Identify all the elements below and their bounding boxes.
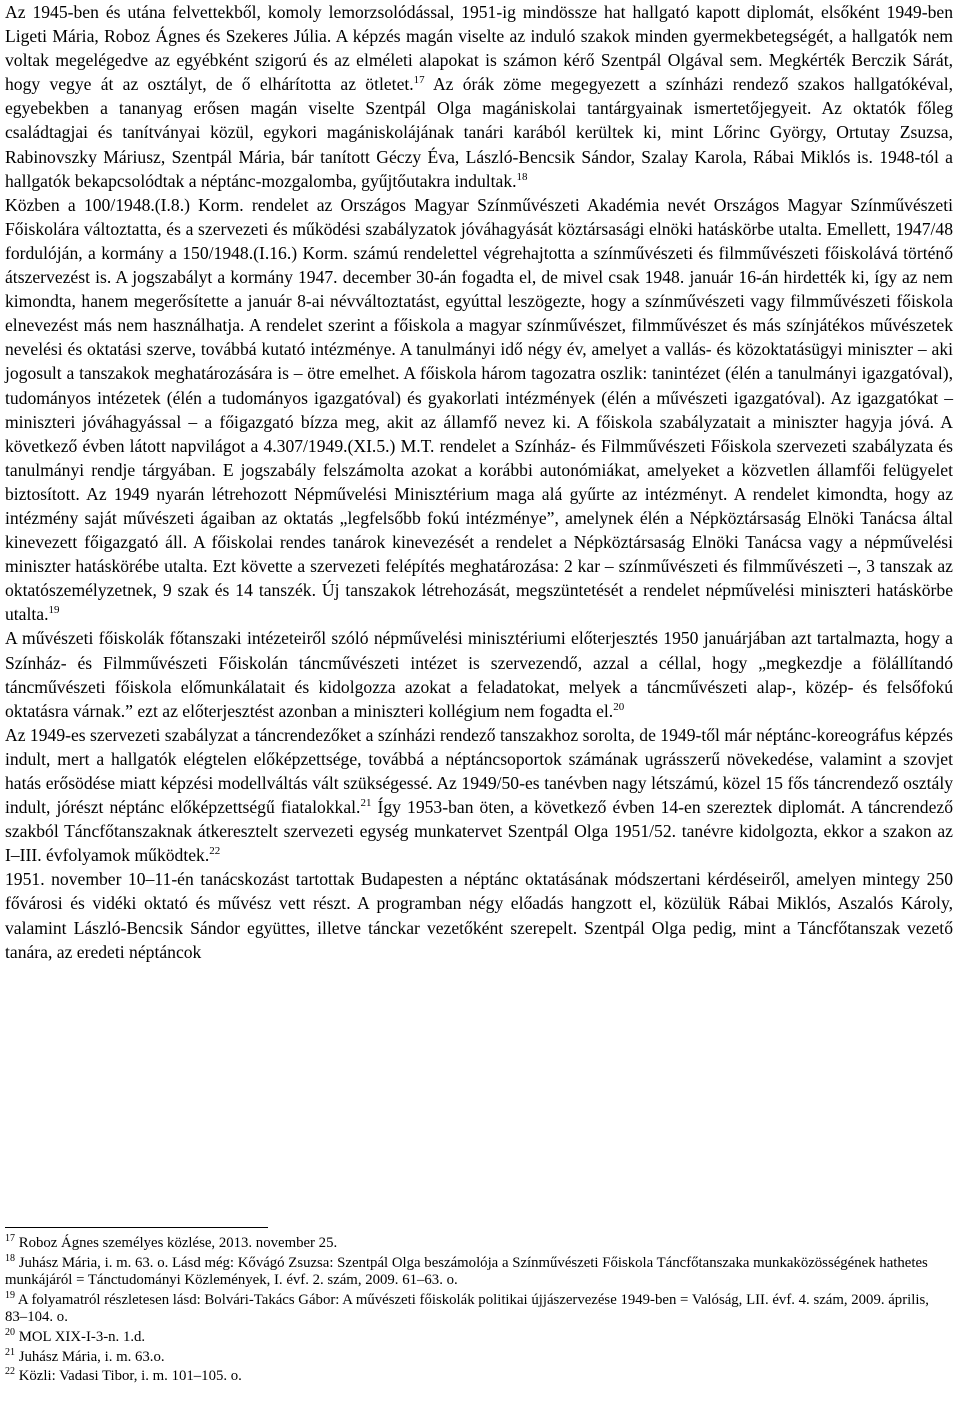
- footnote-18: [5, 1252, 953, 1290]
- footnotes: [5, 1235, 953, 1388]
- footnote-text: Juhász Mária, i. m. 63.o.: [18, 1348, 165, 1365]
- footnote-text: MOL XIX-I-3-n. 1.d.: [18, 1328, 146, 1345]
- footnote-21: [5, 1346, 953, 1367]
- footnote-number: 22: [5, 1366, 15, 1378]
- footnote-ref-21[interactable]: 21: [360, 797, 372, 810]
- footnote-ref-22[interactable]: 22: [209, 845, 221, 858]
- paragraph-text: Az 1945-ben és utána felvettekből, komoly lemorzsolódással, 1951-ig mindössze hat hallgató kapott diplomát, elsőként 1949-ben Ligeti Mária, Roboz Ágnes és Szekeres Júlia. A képzés magán viselte az induló szakok minden gyermekbetegségét, a hallgatók nem voltak megelégedve az egyébként szigorú és az elméleti alapokat is számon kérő Szentpál Olgával sem. Megkérték Berczik Sárát, hogy vegye át az osztályt, de ő elhárította az ötletet.: [5, 2, 953, 95]
- paragraph-2: [5, 193, 953, 627]
- footnote-text: A folyamatról részletesen lásd: Bolvári-Takács Gábor: A művészeti főiskolák politikai újjászervezése 1949-ben = Valóság, LII. évf. 4. szám, 2009. április, 83–104. o.: [5, 1291, 929, 1326]
- main-text: [5, 0, 953, 964]
- footnote-17: [5, 1235, 953, 1253]
- paragraph-text: Így 1953-ban öten, a következő évben 14-en szereztek diplomát. A táncrendező szakból Táncfőtanszaknak átkeresztelt szervezeti egység munkatervet Szentpál Olga 1951/52. tanévre kidolgozta, ekkor a szakon az I–III. évfolyamok működtek.: [5, 797, 953, 866]
- paragraph-text: A művészeti főiskolák főtanszaki intézeteiről szóló népművelési minisztériumi előterjesztés 1950 januárjában azt tartalmazta, hogy a Színház- és Filmművészeti Főiskolán táncművészeti intézet is szervezendő, azzal a céllal, hogy „megkezdje a fölállítandó táncművészeti főiskola előmunkálatait és kidolgozza azokat a feladatokat, melyek a táncművészeti alap-, közép- és felsőfokú oktatásra várnak.” ezt az előterjesztést azonban a miniszteri kollégium nem fogadta el.: [5, 628, 953, 721]
- footnote-22: [5, 1368, 953, 1386]
- paragraph-text: Az 1949-es szervezeti szabályzat a táncrendezőket a színházi rendező tanszakhoz sorolta, de 1949-től már néptánc-koreográfus képzés indult, mert a hallgatók elégtelen előképzettsége, továbbá a néptáncsoportok számának ugrásszerű növekedése, valamint a szovjet hatás erősödése miatt képzési modellváltás vált szükségessé. Az 1949/50-es tanévben nagy létszámú, közel 15 fős táncrendező osztály indult, jórészt néptánc előképzettségű fiatalokkal.: [5, 724, 953, 818]
- footnote-number: 19: [5, 1289, 15, 1301]
- paragraph-text: Az órák zöme megegyezett a színházi rendező szakos hallgatókéval, egyebekben a tananyag erősen magán viselte Szentpál Olga magániskolai tantárgyainak ismertetőjegyeit. Az oktatók főleg családtagjai és tanítványai közül, egykori magániskolájának tanári karából kerültek ki, mint Lőrinc György, Ortutay Zsuzsa, Rabinovszky Máriusz, Szentpál Mária, bár tanított Géczy Éva, László-Bencsik Sándor, Szalay Karola, Rábai Miklós is. 1948-tól a hallgatók bekapcsolódtak a néptánc-mozgalomba, gyűjtőutakra indultak.: [5, 74, 953, 191]
- paragraph-4: [5, 723, 953, 868]
- footnote-separator: [5, 1227, 268, 1228]
- footnote-ref-17[interactable]: 17: [413, 74, 425, 87]
- paragraph-3: [5, 626, 953, 722]
- footnote-19: [5, 1289, 953, 1327]
- paragraph-text: 1951. november 10–11-én tanácskozást tartottak Budapesten a néptánc oktatásának módszertani kérdéseiről, amelyen mintegy 250 fővárosi és vidéki oktató és művész vett részt. A programban négy előadás hangzott el, közülük Rábai Miklós, Aszalós Károly, valamint László-Bencsik Sándor együttes, illetve tánckar vezetőként szerepelt. Szentpál Olga pedig, mint a Táncfőtanszak vezető tanára, az eredeti néptáncok: [5, 869, 953, 962]
- footnote-ref-18[interactable]: 18: [516, 170, 528, 183]
- footnote-number: 21: [5, 1346, 15, 1358]
- footnote-text: Roboz Ágnes személyes közlése, 2013. november 25.: [18, 1235, 338, 1251]
- footnote-text: Juhász Mária, i. m. 63. o. Lásd még: Kővágó Zsuzsa: Szentpál Olga beszámolója a Színművészeti Főiskola Táncfőtanszaka munkaközösségének hathetes munkájáról = Tánctudományi Közlemények, I. évf. 2. szám, 2009. 61–63. o.: [5, 1254, 928, 1289]
- footnote-number: 17: [5, 1233, 15, 1244]
- paragraph-text: Közben a 100/1948.(I.8.) Korm. rendelet az Országos Magyar Színművészeti Akadémia nevét Országos Magyar Színművészeti Főiskolára változtatta, és a szervezeti és működési szabályzatok jóváhagyását köztársasági elnöki hatáskörbe utalta. Emellett, 1947/48 fordulóján, a kormány a 150/1948.(I.16.) Korm. számú rendelettel végrehajtotta a színművészeti és filmművészeti főiskolává történő átszervezést is. A jogszabályt a kormány 1947. december 30-án fogadta el, de mivel csak 1948. január 16-án hirdették ki, így az nem kimondta, hanem megerősítette a január 8-ai névváltoztatást, egyúttal leszögezte, hogy a színművészeti vagy filmművészeti főiskola elnevezést más nem használhatja. A rendelet szerint a főiskola a magyar színművészet, filmművészet és más színjátékos művészetek nevelési és oktatási szerve, továbbá kutató intézménye. A tanulmányi idő négy év, amelyet a vallás- és közoktatásügyi miniszter – aki jogosult a tanszakok meghatározására is – ötre emelhet. A főiskola három tagozatra oszlik: tanintézet (élén a tanulmányi igazgatóval), tudományos intézetek (élén a tudományos igazgatóval) és gyakorlati intézmények (élén a művészeti igazgatóval). Az igazgatókat – miniszteri jóváhagyással – a főigazgató bízza meg, akit az államfő nevez ki. A főiskola szabályzatait a miniszter hagyja jóvá. A következő évben látott napvilágot a 4.307/1949.(XI.5.) M.T. rendelet a Színház- és Filmművészeti Főiskola szervezeti szabályzata és tanulmányi rendje tárgyában. E jogszabály felszámolta azokat a korábbi autonómiákat, amelyeket a közvetlen államfői felügyelet biztosított. Az 1949 nyarán létrehozott Népművelési Minisztérium maga alá gyűrte az intézményt. A rendelet kimondta, hogy az intézmény saját művészeti ágaiban az oktatás „legfelsőbb fokú intézménye”, amelynek élén a Népköztársaság Elnöki Tanácsa által kinevezett főigazgató áll. A főiskolai rendes tanárok kinevezését a rendelet a Népköztársaság Elnöki Tanácsa vagy a népművelési miniszter hatáskörébe utalta. Ezt követte a szervezeti felépítés meghatározása: 2 kar – színművészeti és filmművészeti –, 3 tanszak az oktatószemélyzetnek, 9 szak és 14 tanszék. Új tanszakok létrehozását, megszüntetését a rendelet népművelési miniszteri hatáskörbe utalta.: [5, 194, 953, 625]
- footnote-20: [5, 1326, 953, 1347]
- paragraph-5: [5, 867, 953, 963]
- footnote-number: 18: [5, 1252, 15, 1264]
- footnote-number: 20: [5, 1326, 15, 1338]
- footnote-ref-19[interactable]: 19: [48, 604, 60, 617]
- paragraph-1: [5, 0, 953, 193]
- footnote-text: Közli: Vadasi Tibor, i. m. 101–105. o.: [18, 1368, 242, 1385]
- footnote-ref-20[interactable]: 20: [613, 700, 625, 713]
